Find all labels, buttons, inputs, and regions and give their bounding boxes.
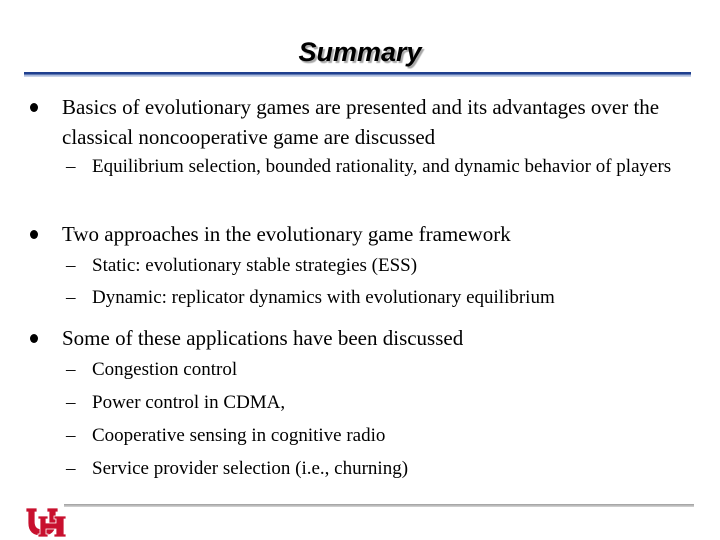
bullet-icon [30,230,38,239]
sub-bullet-dash: – [66,156,76,177]
sub-bullet-dash: – [66,425,76,446]
sub-bullet-text: Service provider selection (i.e., churning) [92,458,409,479]
bullet-text: Some of these applications have been discussed [62,326,464,350]
slide-title: Summary [298,37,422,67]
sub-bullet-text: Power control in CDMA, [92,392,286,413]
footer-divider [64,504,694,507]
bullet-icon [30,334,38,343]
sub-bullet-text: Cooperative sensing in cognitive radio [92,425,386,446]
sub-bullet-text: Equilibrium selection, bounded rationality, and dynamic behavior of players [92,156,672,177]
bullet-text: Two approaches in the evolutionary game framework [62,222,511,246]
university-logo-icon [24,505,68,539]
sub-bullet-dash: – [66,359,76,380]
sub-bullet-text: Static: evolutionary stable strategies (ESS) [92,255,418,276]
sub-bullet-text: Dynamic: replicator dynamics with evolutionary equilibrium [92,287,555,308]
sub-bullet-dash: – [66,255,76,276]
sub-bullet-text: Congestion control [92,359,238,380]
bullet-icon [30,103,38,112]
sub-bullet-dash: – [66,392,76,413]
sub-bullet-dash: – [66,458,76,479]
bullet-text: Basics of evolutionary games are presented and its advantages over the classical noncooperative game are discussed [62,95,660,149]
sub-bullet-dash: – [66,287,76,308]
